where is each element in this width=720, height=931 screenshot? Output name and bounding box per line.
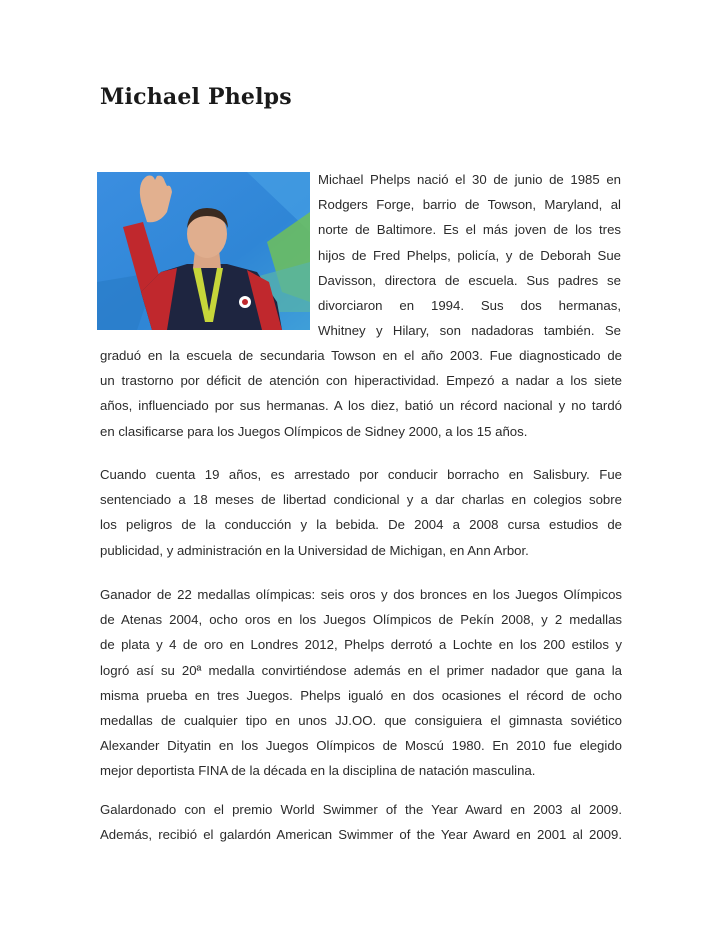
text-line: sentenciado a 18 meses de libertad condicional y a dar charlas en colegios sobre — [100, 492, 622, 508]
text-line: Alexander Dityatin en los Juegos Olímpicos de Moscú 1980. En 2010 fue elegido — [100, 738, 622, 754]
photo-michael-phelps-icon — [97, 172, 310, 330]
text-line: misma prueba en tres Juegos. Phelps igualó en dos ocasiones el récord de ocho — [100, 687, 622, 703]
text-line: Cuando cuenta 19 años, es arrestado por conducir borracho en Salisbury. Fue — [100, 467, 622, 482]
text-line: Davisson, directora de escuela. Sus padres se — [318, 272, 621, 288]
paragraph-2 — [100, 462, 622, 563]
paragraph-4 — [100, 797, 622, 847]
text-line: Michael Phelps nació el 30 de junio de 1985 en — [318, 172, 621, 187]
text-line: de plata y 4 de oro en Londres 2012, Phelps derrotó a Lochte en los 200 estilos y — [100, 637, 622, 653]
text-line: Ganador de 22 medallas olímpicas: seis oros y dos bronces en los Juegos Olímpicos — [100, 587, 622, 602]
paragraph-1-full-width-part — [100, 343, 622, 444]
text-line: graduó en la escuela de secundaria Towson en el año 2003. Fue diagnosticado de — [100, 348, 622, 363]
text-line: publicidad, y administración en la Universidad de Michigan, en Ann Arbor. — [100, 542, 529, 558]
text-line: Rodgers Forge, barrio de Towson, Maryland, al — [318, 197, 621, 213]
text-line: mejor deportista FINA de la década en la disciplina de natación masculina. — [100, 763, 536, 779]
text-line: hijos de Fred Phelps, policía, y de Deborah Sue — [318, 247, 621, 263]
text-line: Whitney y Hilary, son nadadoras también. Se — [318, 323, 621, 339]
text-line: norte de Baltimore. Es el más joven de los tres — [318, 222, 621, 238]
text-line: años, influenciado por sus hermanas. A los diez, batió un récord nacional y no tardó — [100, 398, 622, 414]
text-line: Galardonado con el premio World Swimmer of the Year Award en 2003 al 2009. — [100, 802, 622, 817]
photo-michael-phelps — [97, 172, 310, 330]
text-line: de Atenas 2004, ocho oros en los Juegos Olímpicos de Pekín 2008, y 2 medallas — [100, 612, 622, 628]
text-line: en clasificarse para los Juegos Olímpicos de Sidney 2000, a los 15 años. — [100, 423, 528, 439]
text-line: divorciaron en 1994. Sus dos hermanas, — [318, 298, 621, 314]
text-line: un trastorno por déficit de atención con hiperactividad. Empezó a nadar a los siete — [100, 373, 622, 389]
paragraph-1-wrapped-part — [318, 167, 621, 343]
paragraph-3 — [100, 582, 622, 784]
text-line: medallas de cualquier tipo en unos JJ.OO. que consiguiera el gimnasta soviético — [100, 713, 622, 729]
page-title: Michael Phelps — [100, 84, 292, 110]
text-line: Además, recibió el galardón American Swimmer of the Year Award en 2001 al 2009. — [100, 827, 622, 843]
text-line: los peligros de la conducción y la bebida. De 2004 a 2008 cursa estudios de — [100, 517, 622, 533]
text-line: logró así su 20ª medalla convirtiéndose además en el primer nadador que gana la — [100, 662, 622, 678]
